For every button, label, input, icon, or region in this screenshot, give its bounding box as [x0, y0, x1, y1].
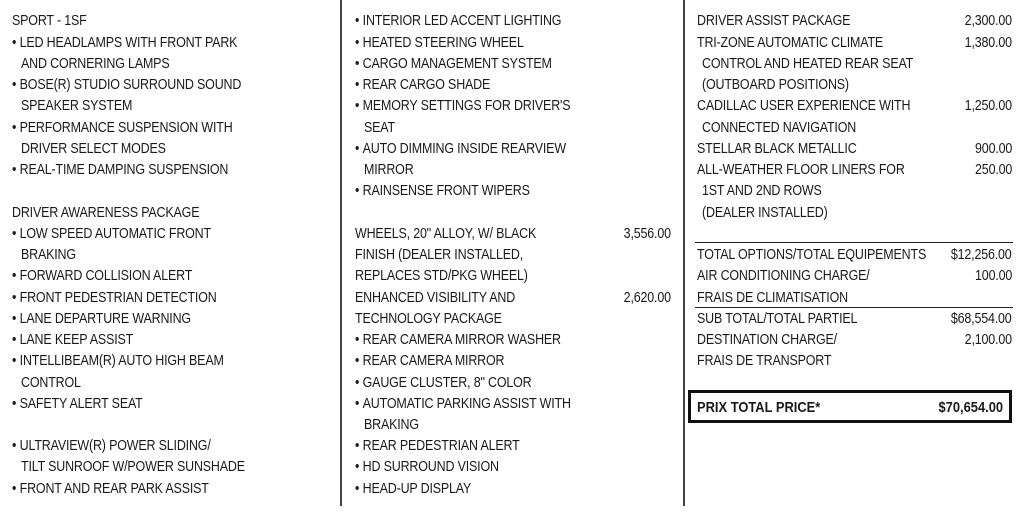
package-title-enhanced-visibility: ENHANCED VISIBILITY AND	[355, 290, 516, 306]
option-wheels-cont: FINISH (DEALER INSTALLED,	[355, 247, 524, 263]
destination-charge-amount: 2,100.00	[964, 332, 1012, 348]
option-line-cont: 1ST AND 2ND ROWS	[702, 183, 822, 199]
feature-item-cont: AND CORNERING LAMPS	[21, 56, 170, 72]
feature-item: • CARGO MANAGEMENT SYSTEM	[355, 54, 552, 75]
feature-item-cont: BRAKING	[364, 417, 419, 433]
option-wheels: WHEELS, 20" ALLOY, W/ BLACK	[355, 226, 537, 242]
feature-item: • AUTOMATIC PARKING ASSIST WITH	[355, 394, 571, 415]
subtotal-amount: $68,554.00	[951, 311, 1012, 327]
package-title-cont: TECHNOLOGY PACKAGE	[355, 311, 502, 327]
total-options-label: TOTAL OPTIONS/TOTAL EQUIPEMENTS	[697, 247, 927, 263]
subtotal-label: SUB TOTAL/TOTAL PARTIEL	[697, 311, 858, 327]
feature-item: • AUTO DIMMING INSIDE REARVIEW	[355, 139, 566, 160]
option-line-cont: (DEALER INSTALLED)	[702, 205, 828, 221]
option-line-cont: CONNECTED NAVIGATION	[702, 120, 857, 136]
option-price: 3,556.00	[623, 226, 671, 242]
feature-item: • PERFORMANCE SUSPENSION WITH	[12, 118, 233, 139]
option-price: 1,250.00	[964, 98, 1012, 114]
ac-charge-amount: 100.00	[974, 268, 1012, 284]
ac-charge-label: AIR CONDITIONING CHARGE/	[697, 268, 870, 284]
feature-item-cont: BRAKING	[21, 247, 76, 263]
total-price-label: PRIX TOTAL PRICE*	[697, 399, 821, 416]
feature-item: • FRONT PEDESTRIAN DETECTION	[12, 288, 217, 309]
total-options-amount: $12,256.00	[951, 247, 1012, 263]
feature-item: • LOW SPEED AUTOMATIC FRONT	[12, 224, 211, 245]
package-title-driver-awareness: DRIVER AWARENESS PACKAGE	[12, 205, 200, 221]
feature-item-cont: CONTROL	[21, 375, 81, 391]
feature-item: • GAUGE CLUSTER, 8" COLOR	[355, 373, 532, 394]
total-price-amount: $70,654.00	[938, 399, 1003, 416]
section-divider	[695, 242, 1013, 243]
feature-item-cont: SEAT	[364, 120, 395, 136]
option-price: 2,300.00	[964, 13, 1012, 29]
option-line-cont: (OUTBOARD POSITIONS)	[702, 77, 849, 93]
package-title-sport: SPORT - 1SF	[12, 13, 87, 29]
option-price: 2,620.00	[623, 290, 671, 306]
option-line: DRIVER ASSIST PACKAGE	[697, 13, 851, 29]
option-line: STELLAR BLACK METALLIC	[697, 141, 857, 157]
option-line-cont: CONTROL AND HEATED REAR SEAT	[702, 56, 914, 72]
option-price: 250.00	[974, 162, 1012, 178]
feature-item: • INTERIOR LED ACCENT LIGHTING	[355, 11, 561, 32]
option-price: 1,380.00	[964, 35, 1012, 51]
column-divider-1	[340, 0, 342, 506]
feature-item-cont: MIRROR	[364, 162, 414, 178]
option-line: TRI-ZONE AUTOMATIC CLIMATE	[697, 35, 884, 51]
option-price: 900.00	[974, 141, 1012, 157]
feature-item: • REAR PEDESTRIAN ALERT	[355, 436, 520, 457]
feature-item: • FRONT AND REAR PARK ASSIST	[12, 479, 209, 500]
feature-item: • ULTRAVIEW(R) POWER SLIDING/	[12, 436, 211, 457]
feature-item: • BOSE(R) STUDIO SURROUND SOUND	[12, 75, 241, 96]
feature-item: • LED HEADLAMPS WITH FRONT PARK	[12, 33, 237, 54]
feature-item: • REAR CAMERA MIRROR	[355, 351, 504, 372]
feature-item: • SAFETY ALERT SEAT	[12, 394, 143, 415]
column-divider-2	[683, 0, 685, 506]
feature-item: • LANE KEEP ASSIST	[12, 330, 133, 351]
destination-charge-label: DESTINATION CHARGE/	[697, 332, 837, 348]
feature-item: • RAINSENSE FRONT WIPERS	[355, 181, 530, 202]
options-column-2	[343, 0, 683, 512]
destination-charge-label-fr: FRAIS DE TRANSPORT	[697, 353, 832, 369]
ac-charge-label-fr: FRAIS DE CLIMATISATION	[697, 290, 848, 306]
feature-item-cont: DRIVER SELECT MODES	[21, 141, 166, 157]
option-line: ALL-WEATHER FLOOR LINERS FOR	[697, 162, 905, 178]
pricing-column	[686, 0, 1024, 512]
option-line: CADILLAC USER EXPERIENCE WITH	[697, 98, 911, 114]
feature-item: • INTELLIBEAM(R) AUTO HIGH BEAM	[12, 351, 224, 372]
option-wheels-cont: REPLACES STD/PKG WHEEL)	[355, 268, 528, 284]
section-divider	[695, 307, 1013, 308]
feature-item: • HD SURROUND VISION	[355, 457, 499, 478]
feature-item: • REAR CAMERA MIRROR WASHER	[355, 330, 561, 351]
feature-item-cont: SPEAKER SYSTEM	[21, 98, 133, 114]
feature-item: • LANE DEPARTURE WARNING	[12, 309, 191, 330]
options-column-1	[0, 0, 340, 512]
total-price-box	[688, 390, 1012, 423]
feature-item: • MEMORY SETTINGS FOR DRIVER'S	[355, 96, 570, 117]
feature-item: • REAR CARGO SHADE	[355, 75, 490, 96]
feature-item: • FORWARD COLLISION ALERT	[12, 266, 192, 287]
feature-item-cont: TILT SUNROOF W/POWER SUNSHADE	[21, 459, 245, 475]
feature-item: • HEAD-UP DISPLAY	[355, 479, 471, 500]
feature-item: • REAL-TIME DAMPING SUSPENSION	[12, 160, 228, 181]
feature-item: • HEATED STEERING WHEEL	[355, 33, 524, 54]
